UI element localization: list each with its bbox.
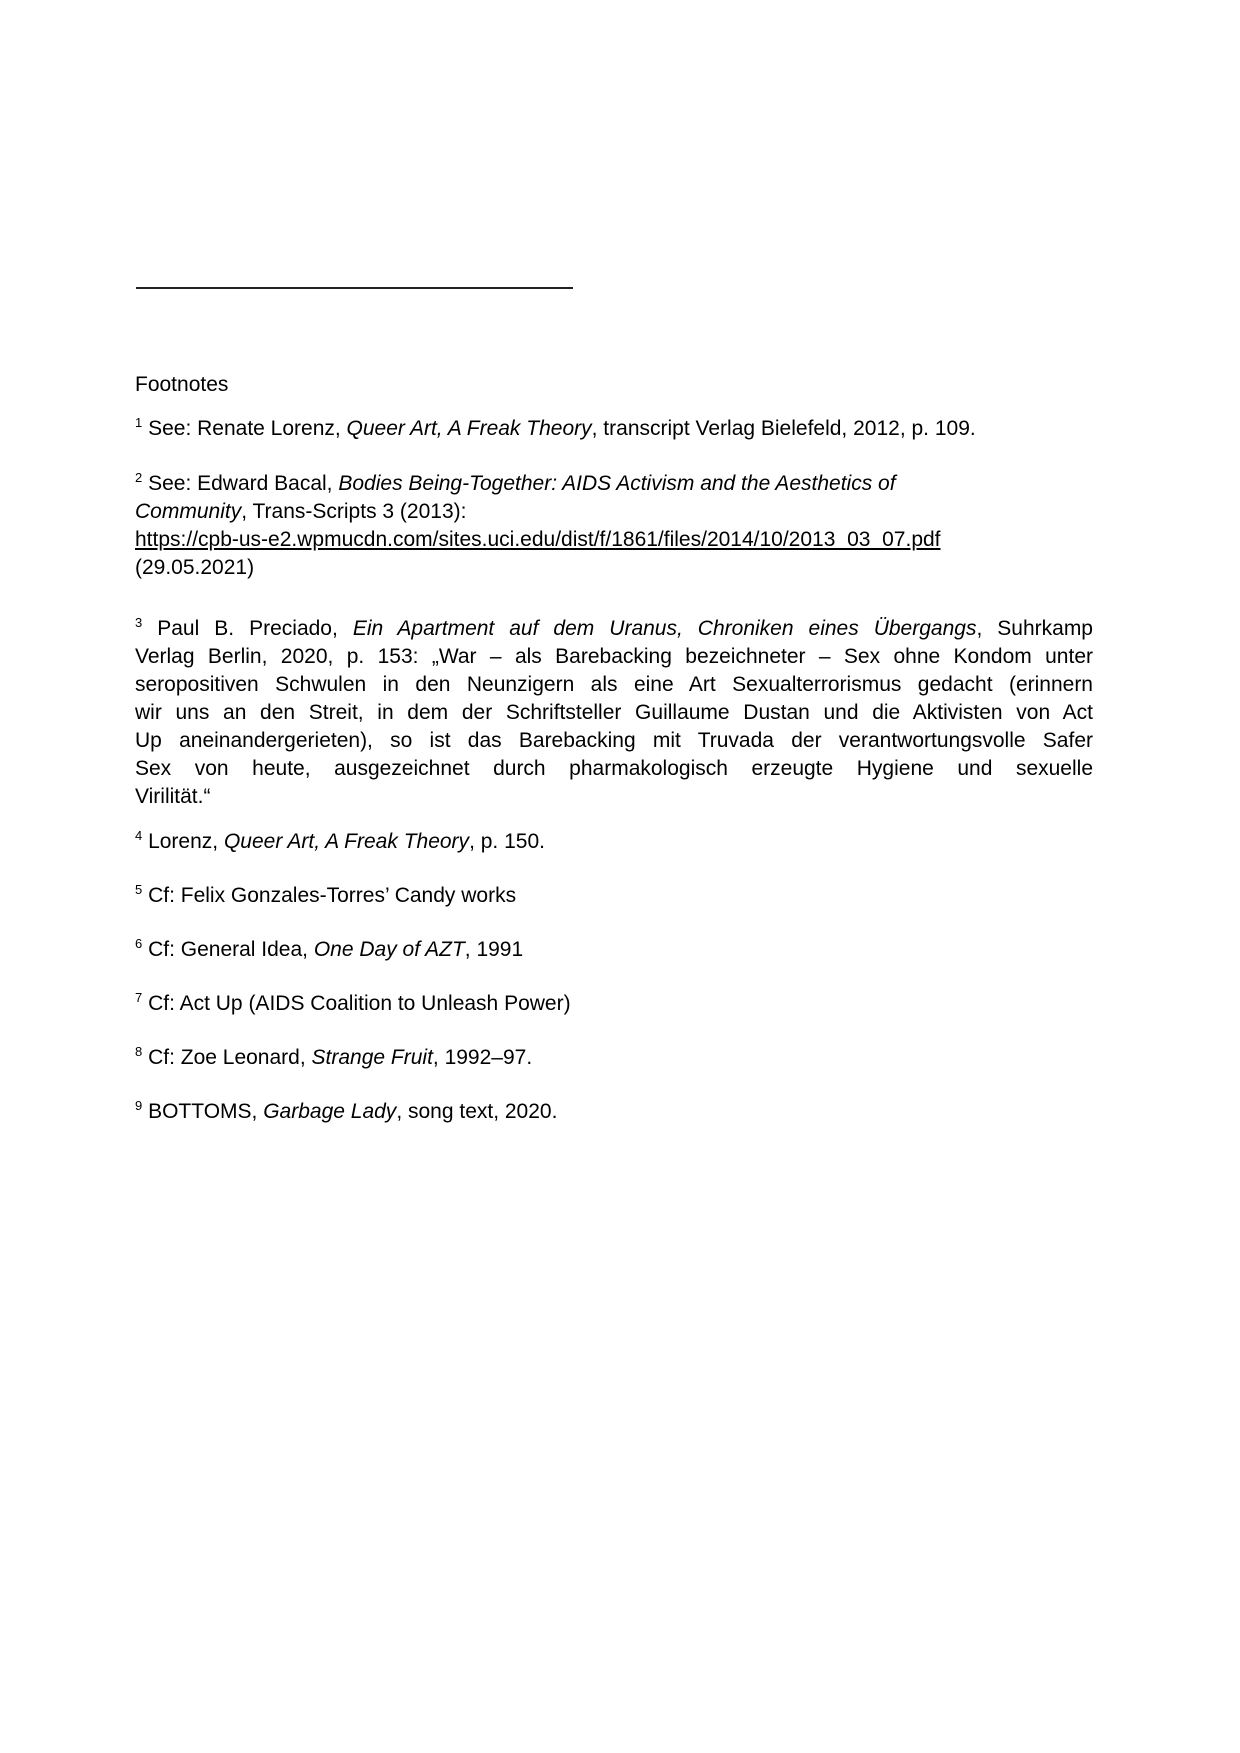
footnote-text: (29.05.2021) [135, 556, 255, 579]
footnote-6 [135, 936, 1093, 964]
footnote-number: 1 [135, 415, 143, 430]
footnote-line [135, 727, 1093, 755]
footnote-line [135, 990, 1093, 1018]
footnotes-heading: Footnotes [135, 373, 229, 396]
footnote-line [135, 643, 1093, 671]
footnote-number: 3 [135, 615, 143, 630]
footnote-text-italic: Community [135, 500, 242, 523]
footnote-text: , Trans-Scripts 3 (2013): [241, 500, 467, 523]
footnote-text: Up aneinandergerieten), so ist das Barebacking mit Truvada der verantwortungsvolle Safer [135, 729, 1093, 752]
footnote-line [135, 671, 1093, 699]
footnote-line [135, 936, 1093, 964]
footnote-line [135, 783, 1093, 811]
footnote-number: 2 [135, 470, 143, 485]
footnote-text: , p. 150. [469, 830, 545, 853]
footnote-text: , Suhrkamp [976, 617, 1093, 640]
footnote-text: Lorenz, [148, 830, 224, 853]
footnote-text: Cf: Zoe Leonard, [148, 1046, 312, 1069]
footnote-separator-line [136, 287, 573, 289]
footnote-9 [135, 1098, 1093, 1126]
footnote-text: , transcript Verlag Bielefeld, 2012, p. 109. [591, 417, 976, 440]
footnote-line [135, 526, 1093, 554]
footnote-line [135, 828, 1093, 856]
footnote-text: , 1992–97. [432, 1046, 533, 1069]
footnote-number: 8 [135, 1044, 143, 1059]
footnote-2 [135, 470, 1093, 582]
footnote-text: , song text, 2020. [396, 1100, 558, 1123]
footnote-text: Cf: General Idea, [148, 938, 314, 961]
footnote-text: Cf: Act Up (AIDS Coalition to Unleash Power) [148, 992, 571, 1015]
footnote-text-italic: Garbage Lady [263, 1100, 397, 1123]
footnote-number: 6 [135, 936, 143, 951]
footnote-text: Virilität.“ [135, 785, 211, 808]
footnote-line [135, 470, 1093, 498]
footnote-url-link[interactable]: https://cpb-us-e2.wpmucdn.com/sites.uci.edu/dist/f/1861/files/2014/10/2013_03_07.pdf [135, 528, 941, 551]
footnote-text: See: Renate Lorenz, [148, 417, 347, 440]
footnote-1 [135, 415, 1093, 443]
footnote-line [135, 415, 1093, 443]
footnote-7 [135, 990, 1093, 1018]
footnote-text: See: Edward Bacal, [148, 472, 339, 495]
footnote-text: Paul B. Preciado, [157, 617, 353, 640]
footnote-line [135, 755, 1093, 783]
footnote-number: 5 [135, 882, 143, 897]
footnotes-section [135, 371, 1093, 1126]
footnote-line [135, 615, 1093, 643]
footnote-text: wir uns an den Streit, in dem der Schriftsteller Guillaume Dustan und die Aktivisten von Act [135, 701, 1093, 724]
footnote-text-italic: Ein Apartment auf dem Uranus, Chroniken eines Übergangs [352, 617, 977, 640]
footnote-text-italic: One Day of AZT [313, 938, 465, 961]
footnote-text: Verlag Berlin, 2020, p. 153: „War – als Barebacking bezeichneter – Sex ohne Kondom unter [135, 645, 1093, 668]
footnote-8 [135, 1044, 1093, 1072]
footnote-number: 9 [135, 1098, 143, 1113]
footnote-line [135, 882, 1093, 910]
footnote-line [135, 498, 1093, 526]
footnote-4 [135, 828, 1093, 856]
footnote-number: 4 [135, 828, 143, 843]
footnote-text-italic: Strange Fruit [311, 1046, 433, 1069]
footnote-text: BOTTOMS, [148, 1100, 264, 1123]
footnote-number: 7 [135, 990, 143, 1005]
footnote-text: , 1991 [464, 938, 524, 961]
footnote-text-italic: Queer Art, A Freak Theory [346, 417, 592, 440]
footnote-text-italic: Bodies Being-Together: AIDS Activism and the Aesthetics of [338, 472, 896, 495]
footnote-line [135, 699, 1093, 727]
footnote-text: Sex von heute, ausgezeichnet durch pharmakologisch erzeugte Hygiene und sexuelle [135, 757, 1093, 780]
footnote-text: seropositiven Schwulen in den Neunzigern als eine Art Sexualterrorismus gedacht (erinnern [135, 673, 1093, 696]
footnote-line [135, 1098, 1093, 1126]
footnote-3 [135, 615, 1093, 811]
footnote-line [135, 554, 1093, 582]
footnote-text: Cf: Felix Gonzales-Torres’ Candy works [148, 884, 517, 907]
footnote-text-italic: Queer Art, A Freak Theory [223, 830, 470, 853]
footnote-5 [135, 882, 1093, 910]
footnote-line [135, 1044, 1093, 1072]
footnotes-list [135, 415, 1093, 1126]
